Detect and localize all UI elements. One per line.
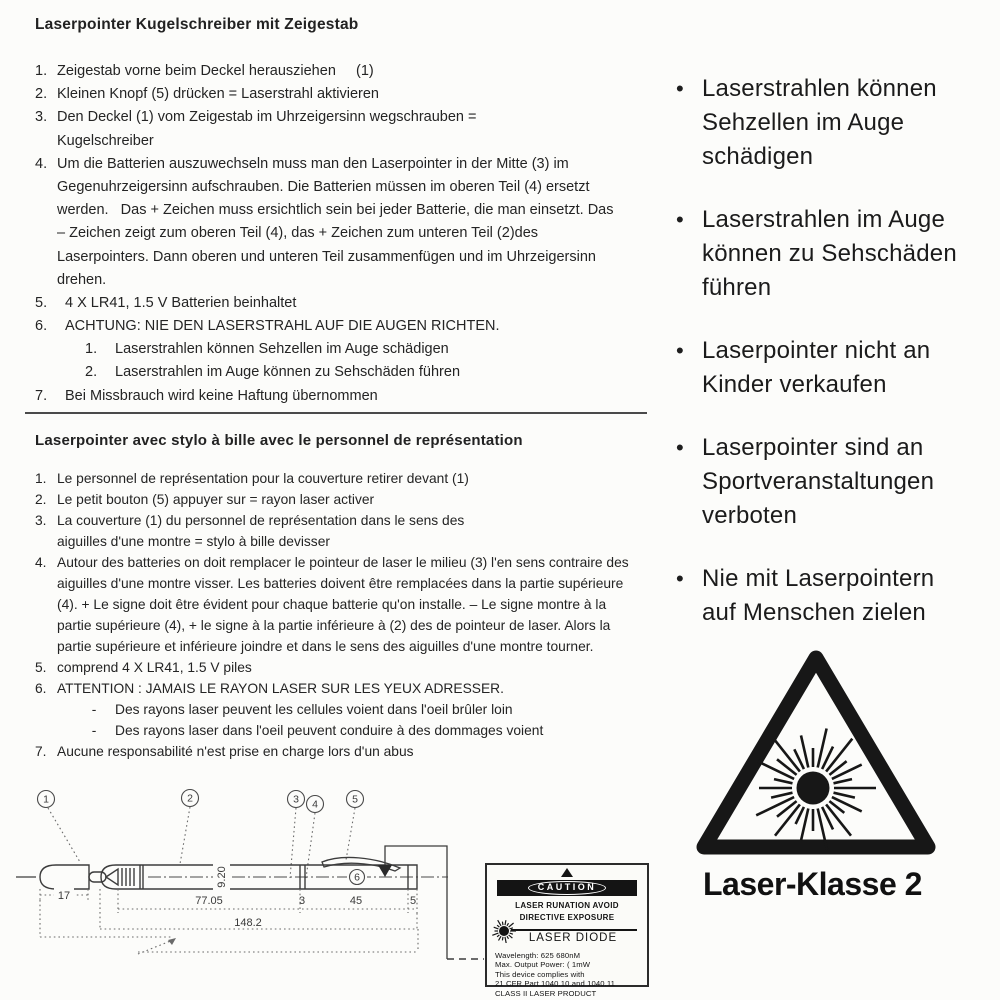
- rule-line: [511, 929, 637, 931]
- french-list: [35, 469, 647, 763]
- item-number: 1.: [35, 63, 48, 79]
- list-item: [35, 106, 555, 152]
- item-number: 2.: [85, 364, 98, 381]
- laser-starburst-small-icon: [492, 919, 516, 943]
- item-number: 1.: [35, 471, 47, 486]
- svg-text:3: 3: [293, 793, 299, 806]
- item-number: 4.: [35, 554, 47, 570]
- item-text: Le petit bouton (5) appuyer sur = rayon laser activer: [57, 491, 375, 507]
- pen-cap: [40, 865, 106, 889]
- dim-front: 77.05: [195, 895, 223, 907]
- bullet-text: Laserstrahlen können Sehzellen im Auge schädigen: [702, 75, 937, 170]
- item-number: 2.: [35, 86, 48, 103]
- bullet-text: Nie mit Laserpointern auf Menschen zielen: [702, 565, 935, 626]
- warning-bullet: [676, 203, 958, 305]
- dimension-lines: [40, 887, 418, 954]
- item-text: ACHTUNG: NIE DEN LASERSTRAHL AUF DIE AUGEN RICHTEN.: [65, 318, 500, 335]
- dim-cap: 17: [57, 890, 71, 902]
- item-text: Zeigestab vorne beim Deckel herausziehen (1): [57, 63, 374, 79]
- warning-bullet: [676, 72, 958, 174]
- item-number: 3.: [35, 512, 47, 528]
- item-text: Kleinen Knopf (5) drücken = Laserstrahl aktivieren: [57, 86, 379, 103]
- bullet-text: Laserpointer nicht an Kinder verkaufen: [702, 337, 931, 398]
- warning-bullet-column: [676, 72, 958, 659]
- caution-line2: DIRECTIVE EXPOSURE: [519, 913, 615, 922]
- french-section: [35, 432, 647, 763]
- laser-warning-triangle-icon: [695, 645, 940, 860]
- dim-diameter: 9.20: [216, 866, 228, 888]
- spec-line: 21 CFR Part 1040.10 and 1040.11: [495, 979, 616, 989]
- bullet-icon: •: [676, 435, 684, 460]
- laser-diode-text: LASER DIODE: [528, 932, 618, 944]
- item-text: Den Deckel (1) vom Zeigestab im Uhrzeigersinn wegschrauben = Kugelschreiber: [57, 109, 481, 149]
- german-title: Laserpointer Kugelschreiber mit Zeigestab: [35, 16, 359, 33]
- laser-class-label: Laser-Klasse 2: [703, 866, 922, 902]
- pen-tip: [106, 869, 118, 885]
- warning-bullet: [676, 431, 958, 533]
- item-text: Des rayons laser peuvent les cellules voient dans l'oeil brûler loin: [115, 701, 513, 717]
- bullet-icon: •: [676, 338, 684, 363]
- german-list: [35, 60, 647, 408]
- list-item: [35, 153, 625, 292]
- spec-line: Max. Output Power: ( 1mW: [495, 960, 591, 970]
- item-text: 4 X LR41, 1.5 V Batterien beinhaltet: [65, 294, 297, 311]
- item-number: 6.: [35, 680, 47, 696]
- spec-line: This device complies with: [495, 969, 585, 979]
- item-number: 5.: [35, 294, 48, 311]
- list-item: [35, 679, 647, 700]
- item-dash: -: [91, 722, 97, 738]
- spec-line: Wavelength: 625 680nM: [495, 951, 581, 960]
- up-triangle-icon: [561, 868, 573, 877]
- dim-mid: 3: [298, 895, 306, 907]
- item-number: 1.: [85, 341, 98, 358]
- item-number: 2.: [35, 491, 47, 507]
- list-subitem: [73, 700, 647, 721]
- item-text: Des rayons laser dans l'oeil peuvent conduire à des dommages voient: [115, 722, 544, 738]
- list-item: [35, 742, 647, 763]
- list-item: [35, 315, 647, 338]
- list-item: [35, 60, 647, 83]
- diode-row: [495, 924, 639, 948]
- list-subitem: [85, 361, 647, 384]
- dim-rear: 45: [349, 895, 363, 907]
- item-text: Le personnel de représentation pour la couverture retirer devant (1): [57, 471, 469, 486]
- bullet-icon: •: [676, 566, 684, 591]
- list-subitem: [85, 338, 647, 361]
- warning-bullet: [676, 562, 958, 630]
- section-divider: [25, 412, 647, 414]
- bullet-text: Laserstrahlen im Auge können zu Sehschäden führen: [702, 206, 957, 301]
- item-number: 5.: [35, 659, 47, 675]
- dim-total: 148.2: [234, 917, 262, 929]
- callout-markers: [38, 790, 364, 813]
- list-item: [35, 553, 635, 658]
- list-item: [35, 385, 647, 408]
- item-text: Aucune responsabilité n'est prise en charge lors d'un abus: [57, 743, 414, 759]
- caution-oval-text: CAUTION: [528, 881, 607, 895]
- label-specs: [495, 951, 639, 998]
- list-item: [35, 83, 647, 106]
- item-dash: -: [91, 701, 97, 717]
- german-section: [35, 16, 647, 408]
- svg-text:5: 5: [352, 793, 358, 806]
- list-item: [35, 469, 647, 490]
- list-item: [35, 658, 647, 679]
- warning-bullet: [676, 334, 958, 402]
- item-number: 3.: [35, 109, 48, 126]
- item-text: La couverture (1) du personnel de représentation dans le sens des aiguilles d'une montre = stylo à bille devisser: [57, 512, 469, 549]
- list-item: [35, 490, 647, 511]
- item-text: Laserstrahlen können Sehzellen im Auge schädigen: [115, 341, 449, 358]
- callout-leaders: [48, 807, 355, 878]
- item-text: Um die Batterien auszuwechseln muss man den Laserpointer in der Mitte (3) im Gegenuhrzeigersinn aufschrauben. Die Batterien müssen im oberen Teil (4) ersetzt werden. Das + Zeichen muss ersichtlich sein bei jeder Batterie, die man einsetzt. Das – Zeichen zeigt zum oberen Teil (4), das + Zeichen zum unteren Teil (2)des Laserpointers. Dann oberen und unteren Teil zusammenfügen und im Uhrzeigersinn drehen.: [57, 155, 618, 288]
- caution-line1: LASER RUNATION AVOID: [515, 901, 619, 910]
- item-text: Bei Missbrauch wird keine Haftung übernommen: [65, 387, 378, 404]
- svg-text:4: 4: [312, 798, 318, 811]
- pen-body: [101, 857, 417, 889]
- caution-label: [485, 863, 649, 998]
- list-subitem: [73, 721, 647, 742]
- caution-bar: [497, 880, 637, 896]
- item-text: comprend 4 X LR41, 1.5 V piles: [57, 659, 252, 675]
- spec-line: CLASS II LASER PRODUCT: [495, 988, 597, 998]
- label-connector: [378, 846, 484, 959]
- bullet-text: Laserpointer sind an Sportveranstaltungen verboten: [702, 434, 935, 529]
- bullet-icon: •: [676, 207, 684, 232]
- item-text: Laserstrahlen im Auge können zu Sehschäden führen: [115, 364, 461, 381]
- svg-text:6: 6: [354, 871, 360, 884]
- item-text: ATTENTION : JAMAIS LE RAYON LASER SUR LES YEUX ADRESSER.: [57, 680, 504, 696]
- french-title: Laserpointer avec stylo à bille avec le personnel de représentation: [35, 432, 523, 449]
- bullet-icon: •: [676, 76, 684, 101]
- list-item: [35, 511, 515, 553]
- list-item: [35, 292, 647, 315]
- laser-warning-sign: [695, 645, 940, 860]
- item-number: 4.: [35, 155, 48, 172]
- item-number: 7.: [35, 743, 47, 759]
- svg-text:1: 1: [43, 793, 49, 806]
- item-number: 7.: [35, 387, 48, 404]
- svg-text:2: 2: [187, 792, 193, 805]
- item-text: Autour des batteries on doit remplacer le pointeur de laser le milieu (3) l'en sens contraire des aiguilles d'une montre visser. Les batteries doivent être remplacées dans la partie supérieure (4). + Le signe doit être évident pour chaque batterie qu'on installe. – Le signe montre à la partie supérieure (4), + le signe à la partie inférieure à (2) des de pointeur de laser. Alors la partie supérieure et inférieure joindre et dans le sens des aiguilles d'une montre tourner.: [57, 554, 633, 654]
- dim-end: 5: [409, 895, 417, 907]
- item-number: 6.: [35, 318, 48, 335]
